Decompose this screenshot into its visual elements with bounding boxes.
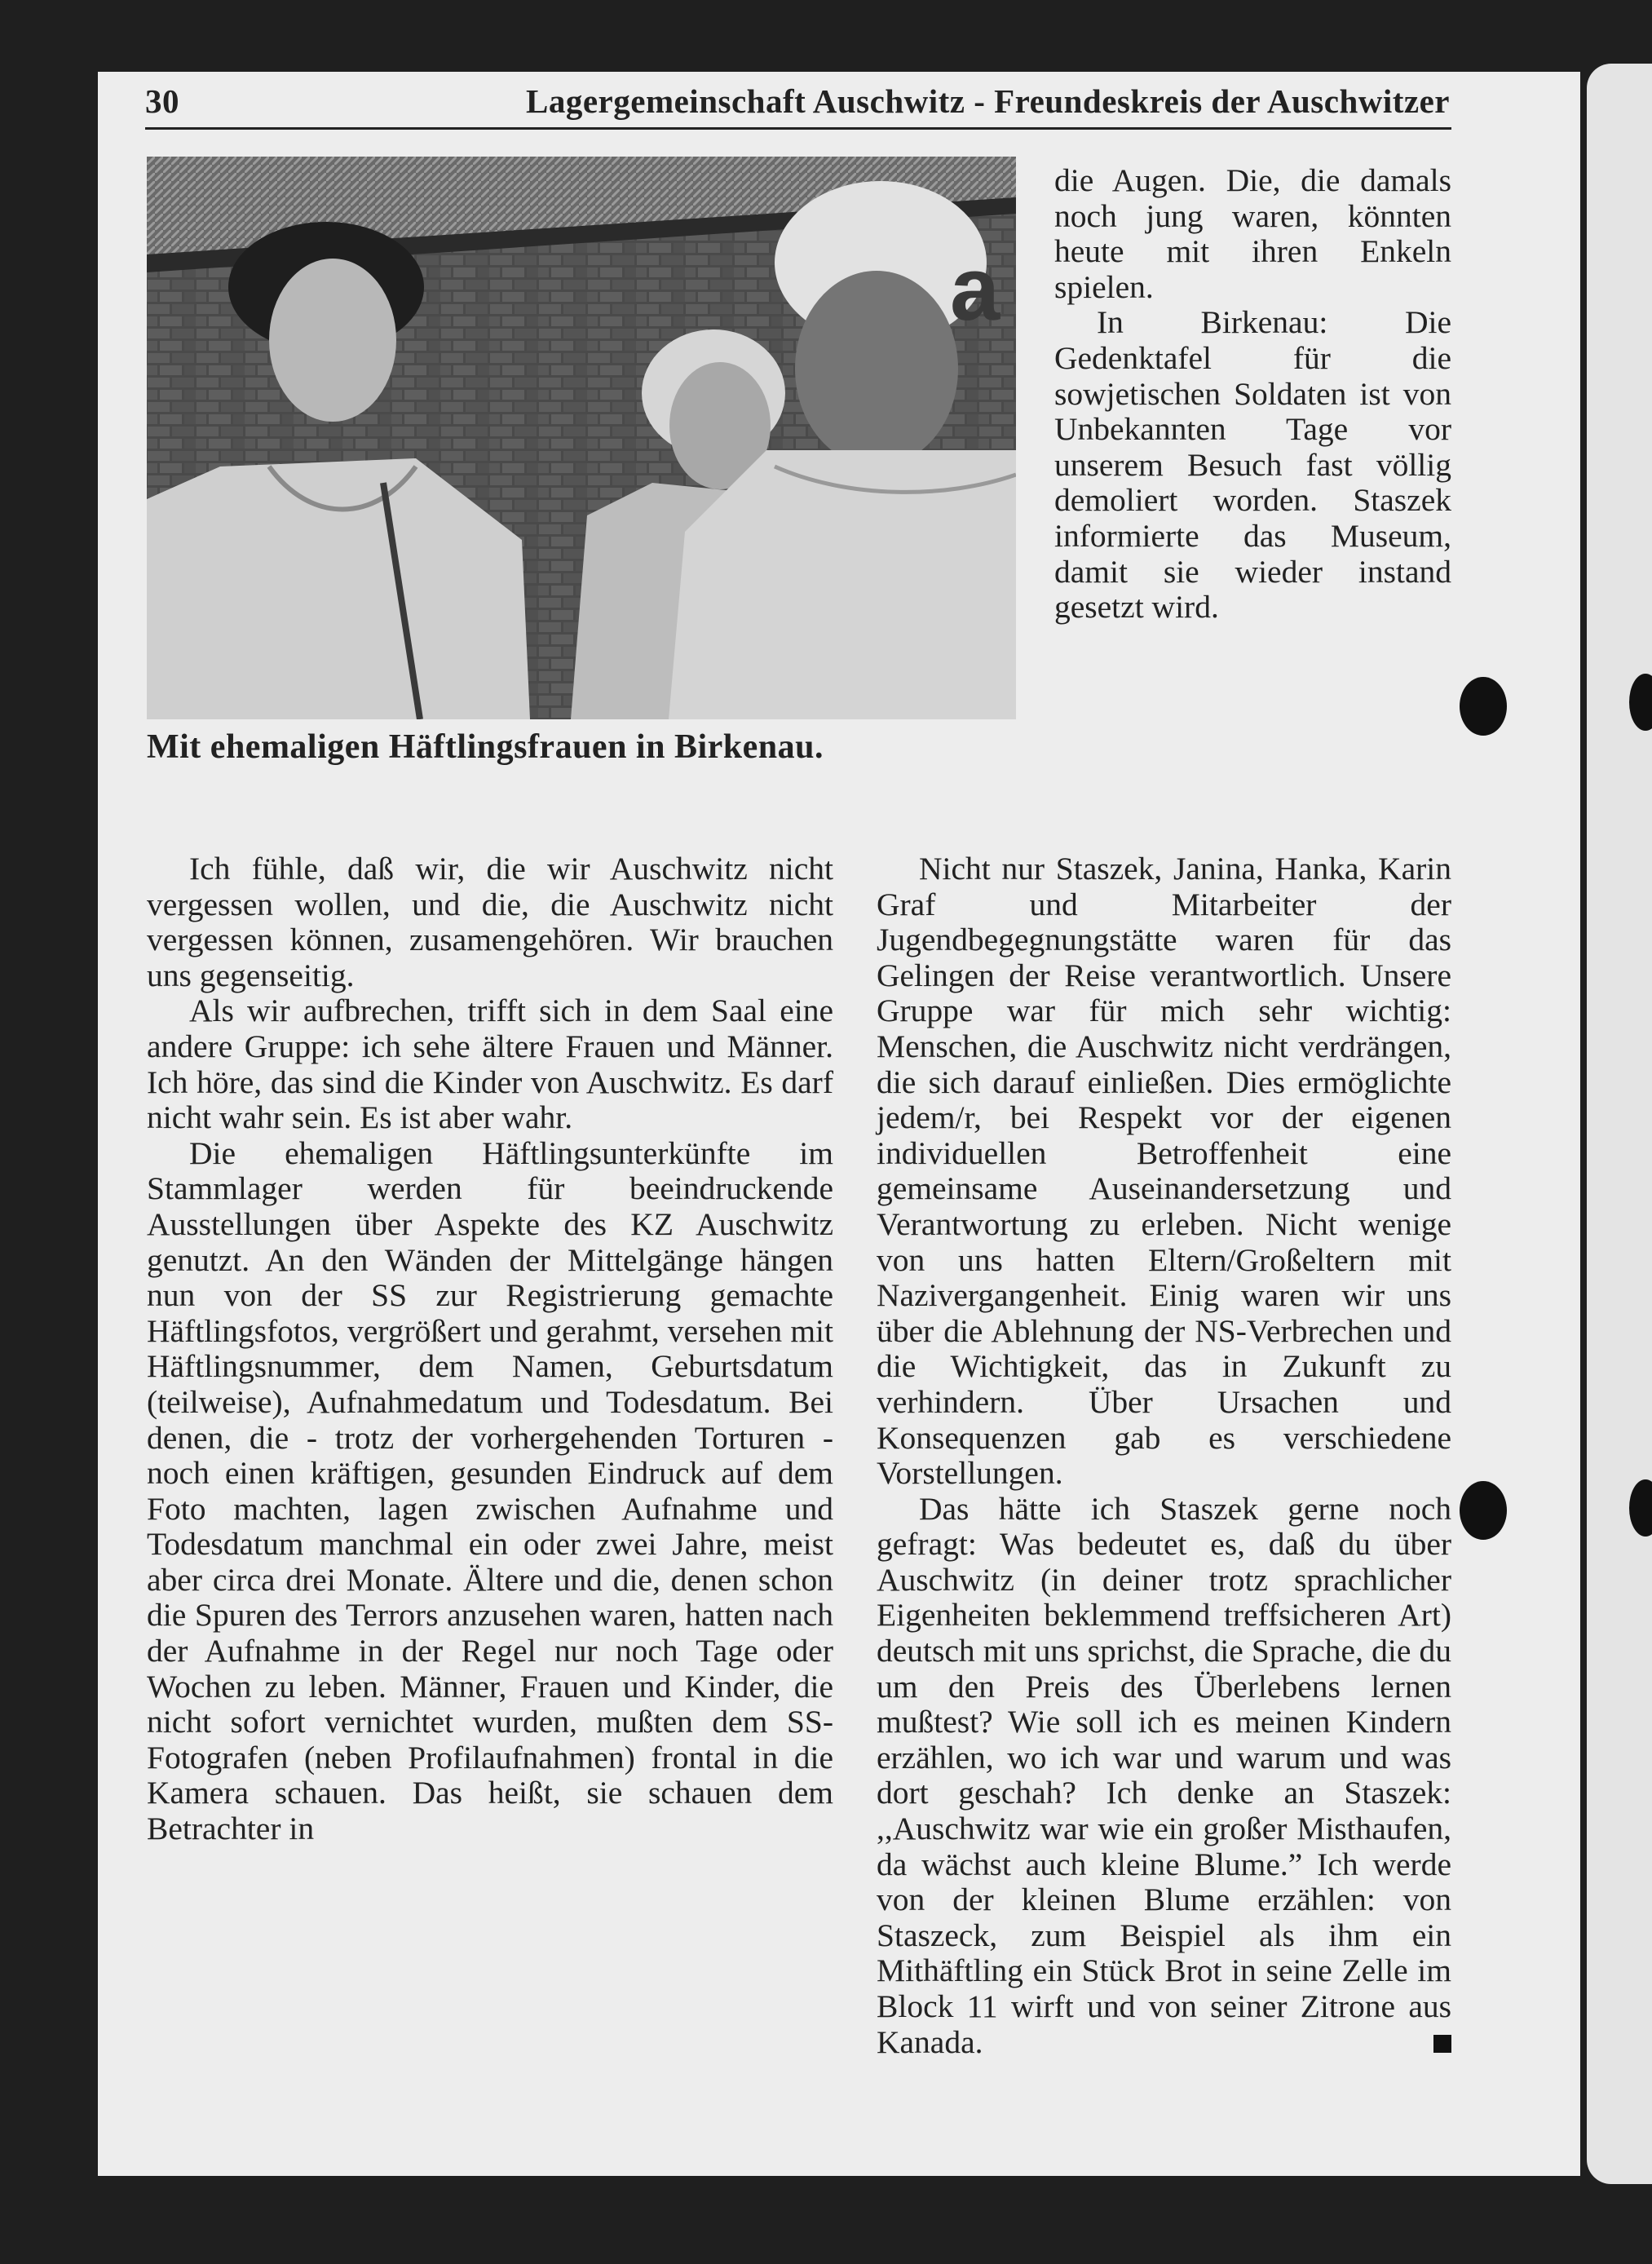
paragraph: Als wir aufbrechen, trifft sich in dem Saal eine andere Gruppe: ich sehe ältere Frauen und Männer. Ich höre, das sind die Kinder von Auschwitz. Es darf nicht wahr sein. Es ist aber wahr. <box>147 993 833 1136</box>
paragraph: In Birkenau: Die Gedenktafel für die sowjetischen Soldaten ist von Unbekannten Tage vor unserem Besuch fast völlig demoliert worden. Staszek informierte das Museum, damit sie wieder instand gesetzt wird. <box>1054 304 1451 626</box>
paragraph: die Augen. Die, die damals noch jung waren, könnten heute mit ihren Enkeln spielen. <box>1054 162 1451 305</box>
header-rule <box>145 127 1451 130</box>
column-right-bottom <box>877 851 1451 2060</box>
paragraph: Das hätte ich Staszek gerne noch gefragt: Was bedeutet es, daß du über Auschwitz (in deiner trotz sprachlicher Eigenheiten beklemmend treffsicheren Art) deutsch mit uns sprichst, die Sprache, die du um den Preis des Überlebens lernen mußtest? Wie soll ich es meinen Kindern erzählen, wo ich war und warum und was dort geschah? Ich denke an Staszek: ,,Auschwitz war wie ein großer Misthaufen, da wächst auch kleine Blume.” Ich werde von der kleinen Blume erzählen: von Staszeck, zum Beispiel als ihm ein Mithäftling ein Stück Brot in seine Zelle im Block 11 wirft und von seiner Zitrone aus Kanada. <box>877 1490 1451 2060</box>
paragraph-with-endmark <box>877 1492 1451 2061</box>
photo-caption: Mit ehemaligen Häftlingsfrauen in Birkenau. <box>147 728 824 766</box>
photo <box>147 157 1016 719</box>
paragraph: Nicht nur Staszek, Janina, Hanka, Karin Graf und Mitarbeiter der Jugendbegegnungstätte waren für das Gelingen der Reise verantwortlich. Unsere Gruppe war für mich sehr wichtig: Menschen, die Auschwitz nicht verdrängen, die sich darauf einließen. Dies ermöglichte jedem/r, bei Respekt vor der eigenen individuellen Betroffenheit eine gemeinsame Auseinandersetzung und Verantwortung zu erleben. Nicht wenige von uns hatten Eltern/Großeltern mit Nazivergangenheit. Einig waren wir uns über die Ablehnung der NS-Verbrechen und die Wichtigkeit, das in Zukunft zu verhindern. Über Ursachen und Konsequenzen gab es verschiedene Vorstellungen. <box>877 851 1451 1492</box>
binder-hole-bottom <box>1460 1481 1507 1540</box>
next-page-edge <box>1587 64 1652 2184</box>
binder-hole-top <box>1460 677 1507 736</box>
column-right-top <box>1054 163 1451 626</box>
running-title: Lagergemeinschaft Auschwitz - Freundeskreis der Auschwitzer <box>526 82 1450 120</box>
photo-illustration <box>147 157 1016 719</box>
end-of-article-mark <box>1433 2035 1451 2053</box>
column-left <box>147 851 833 1847</box>
running-header <box>145 78 1450 121</box>
svg-text:a: a <box>950 239 1000 339</box>
page-number: 30 <box>145 82 179 120</box>
paragraph: Ich fühle, daß wir, die wir Auschwitz nicht vergessen wollen, und die, die Auschwitz nicht vergessen können, zusamengehören. Wir brauchen uns gegenseitig. <box>147 851 833 993</box>
paragraph: Die ehemaligen Häftlingsunterkünfte im Stammlager werden für beeindruckende Ausstellungen über Aspekte des KZ Auschwitz genutzt. An den Wänden der Mittelgänge hängen nun von der SS zur Registrierung gemachte Häftlingsfotos, vergrößert und gerahmt, versehen mit Häftlingsnummer, dem Namen, Geburtsdatum (teilweise), Aufnahmedatum und Todesdatum. Bei denen, die - trotz der vorhergehenden Torturen - noch einen kräftigen, gesunden Eindruck auf dem Foto machten, lagen zwischen Aufnahme und Todesdatum manchmal ein oder zwei Jahre, meist aber circa drei Monate. Ältere und die, denen schon die Spuren des Terrors anzusehen waren, hatten nach der Aufnahme in der Regel nur noch Tage oder Wochen zu leben. Männer, Frauen und Kinder, die nicht sofort vernichtet wurden, mußten dem SS-Fotografen (neben Profilaufnahmen) frontal in die Kamera schauen. Das heißt, sie schauen dem Betrachter in <box>147 1134 833 1847</box>
